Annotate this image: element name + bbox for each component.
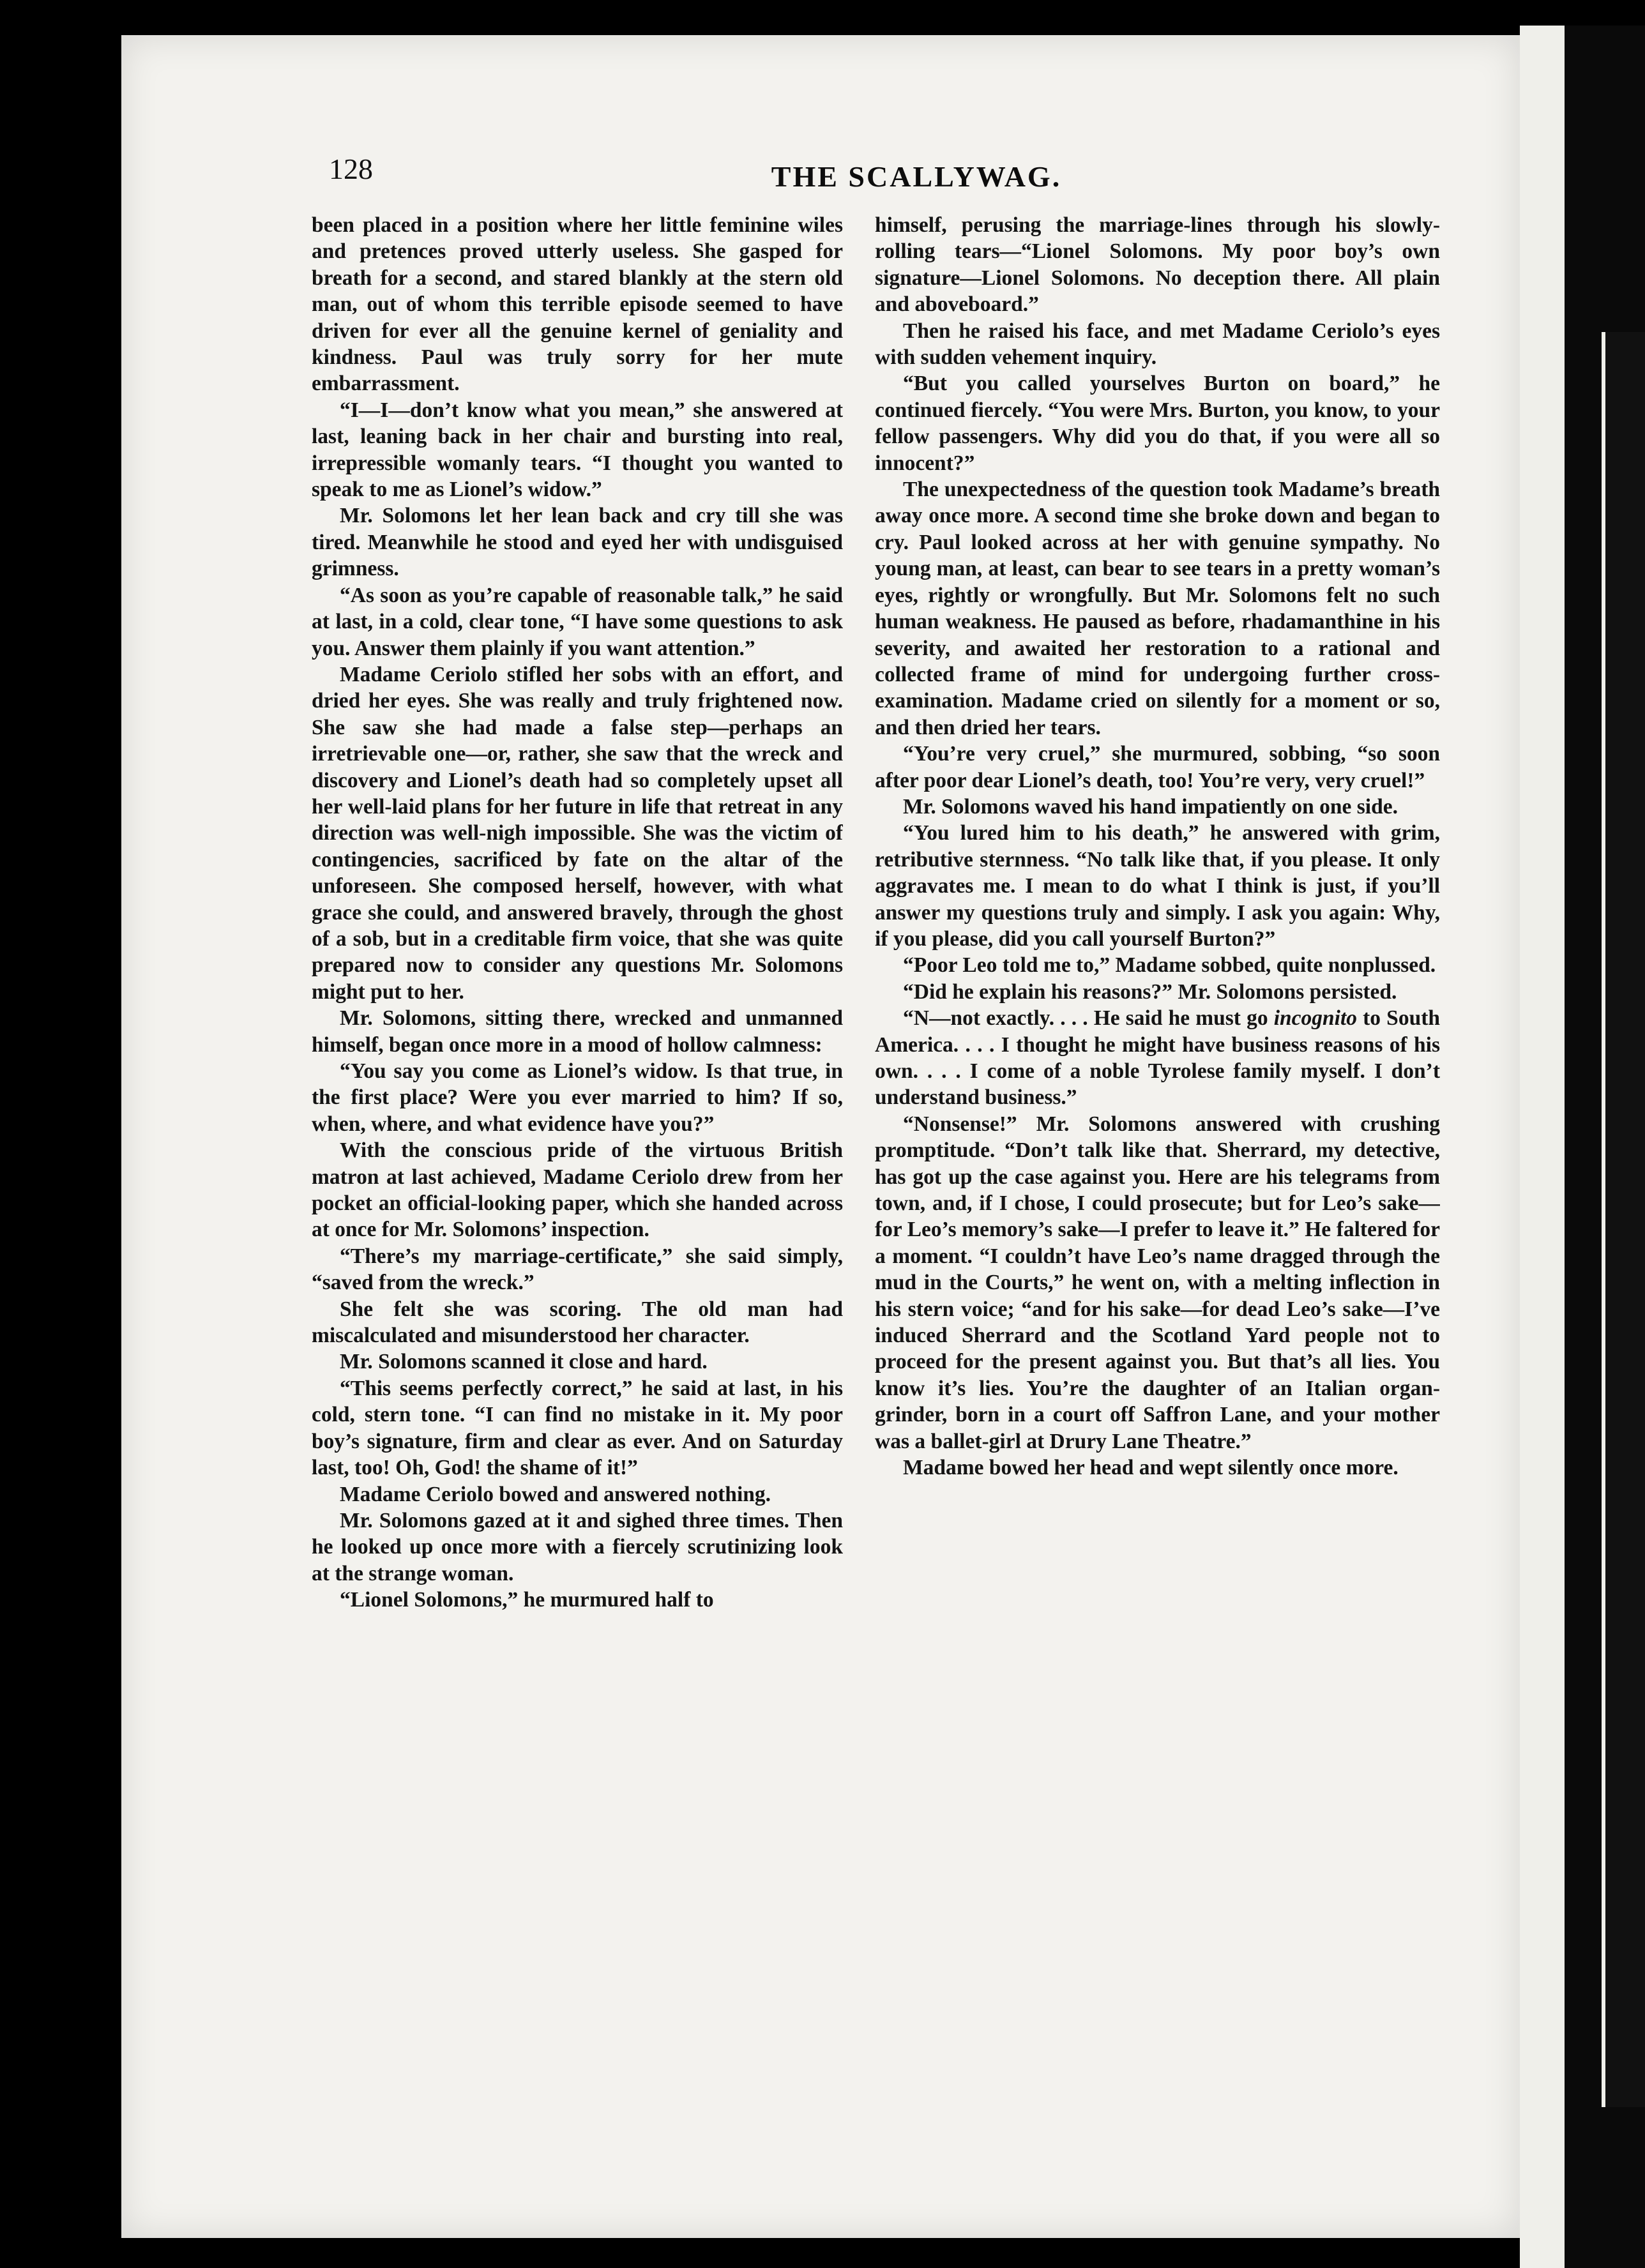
paragraph: The unexpectedness of the question took Madame’s breath away once more. A second time she broke down and began to cry. Paul looked across at her with genuine sympathy. No young man, at least, can bear to see tears in a pretty woman’s eyes, rightly or wrongfully. But Mr. Solomons felt no such human weakness. He paused as before, rhadamanthine in his severity, and awaited her restoration to a rational and collected frame of mind for undergoing further cross-examination. Madame cried on silently for a moment or so, and then dried her tears. <box>875 478 1440 739</box>
paragraph: Mr. Solomons let her lean back and cry till she was tired. Meanwhile he stood and eyed her with undisguised grimness. <box>312 504 843 581</box>
paragraph: “You say you come as Lionel’s widow. Is that true, in the first place? Were you ever married to him? If so, when, where, and what evidence have you?” <box>312 1059 843 1136</box>
paragraph: “You lured him to his death,” he answered with grim, retributive sternness. “No talk like that, if you please. It only aggravates me. I mean to do what I think is just, if you’ll answer my questions truly and simply. I ask you again: Why, if you please, did you call yourself Burton?” <box>875 821 1440 951</box>
paragraph: Madame bowed her head and wept silently once more. <box>903 1456 1399 1480</box>
paragraph: “But you called yourselves Burton on board,” he continued fiercely. “You were Mrs. Burton, you know, to your fellow passengers. Why did you do that, if you were all so innocent?” <box>875 372 1440 475</box>
adjacent-page-edge <box>1602 332 1645 2107</box>
page-header <box>329 152 1443 197</box>
paragraph: She felt she was scoring. The old man had miscalculated and misunderstood her character. <box>312 1297 843 1348</box>
paragraph: Mr. Solomons, sitting there, wrecked and unmanned himself, began once more in a mood of hollow calmness: <box>312 1006 843 1057</box>
text-run: to South America. . . . I thought he might have business reasons of his own. . . . I come of a noble Tyrolese family myself. I don’t understand business.” <box>875 1006 1440 1110</box>
italic-word: incognito <box>1273 1006 1358 1031</box>
paragraph <box>875 1005 1440 1111</box>
text-run: “N—not exactly. . . . He said he must go <box>903 1006 1268 1031</box>
paragraph: Mr. Solomons waved his hand impatiently on one side. <box>903 794 1398 819</box>
paragraph: Mr. Solomons scanned it close and hard. <box>340 1350 708 1374</box>
paragraph: With the conscious pride of the virtuous British matron at last achieved, Madame Ceriolo drew from her pocket an official-looking paper, which she handed across at once for Mr. Solomons’ inspection. <box>312 1138 843 1242</box>
paragraph: Madame Ceriolo bowed and answered nothing. <box>340 1482 771 1506</box>
paragraph: “As soon as you’re capable of reasonable talk,” he said at last, in a cold, clear tone, “I have some questions to ask you. Answer them plainly if you want attention.” <box>312 583 843 660</box>
paragraph: “Lionel Solomons,” he murmured half to <box>340 1588 714 1612</box>
paragraph: “This seems perfectly correct,” he said at last, in his cold, stern tone. “I can find no mistake in it. My poor boy’s signature, firm and clear as ever. And on Saturday last, too! Oh, God! the shame of it!” <box>312 1376 843 1480</box>
paragraph: “I—I—don’t know what you mean,” she answered at last, leaning back in her chair and bursting into real, irrepressible womanly tears. “I thought you wanted to speak to me as Lionel’s widow.” <box>312 398 843 502</box>
paragraph: Then he raised his face, and met Madame Ceriolo’s eyes with sudden vehement inquiry. <box>875 319 1440 370</box>
paragraph: Mr. Solomons gazed at it and sighed three times. Then he looked up once more with a fiercely scrutinizing look at the strange woman. <box>312 1508 843 1585</box>
paragraph: Madame Ceriolo stifled her sobs with an effort, and dried her eyes. She was really and truly frightened now. She saw she had made a false step—perhaps an irretrievable one—or, rather, she saw that the wreck and discovery and Lionel’s death had so completely upset all her well-laid plans for her future in life that retreat in any direction was well-nigh impossible. She was the victim of contingencies, sacrificed by fate on the altar of the unforeseen. She composed herself, however, with what grace she could, and answered bravely, through the ghost of a sob, but in a creditable firm voice, that she was quite prepared now to consider any questions Mr. Solomons might put to her. <box>312 662 843 1004</box>
page-number: 128 <box>329 153 373 185</box>
left-column <box>312 212 843 2038</box>
paragraph: “You’re very cruel,” she murmured, sobbing, “so soon after poor dear Lionel’s death, too! You’re very, very cruel!” <box>875 742 1440 792</box>
paragraph: “There’s my marriage-certificate,” she said simply, “saved from the wreck.” <box>312 1244 843 1295</box>
running-title: THE SCALLYWAG. <box>771 160 1062 193</box>
paragraph: “Nonsense!” Mr. Solomons answered with crushing promptitude. “Don’t talk like that. Sherrard, my detective, has got up the case against you. Here are his telegrams from town, and, if I chose, I could prosecute; but for Leo’s sake—for Leo’s memory’s sake—I prefer to leave it.” He faltered for a moment. “I couldn’t have Leo’s name dragged through the mud in the Courts,” he went on, with a melting inflection in his stern voice; “and for his sake—for dead Leo’s sake—I’ve induced Sherrard and the Scotland Yard people not to proceed for the present against you. But that’s all lies. You know it’s lies. You’re the daughter of an Italian organ-grinder, born in a court off Saffron Lane, and your mother was a ballet-girl at Drury Lane Theatre.” <box>875 1112 1440 1453</box>
right-column <box>875 212 1440 2038</box>
paragraph: “Did he explain his reasons?” Mr. Solomons persisted. <box>903 979 1397 1004</box>
paragraph: been placed in a position where her little feminine wiles and pretences proved utterly useless. She gasped for breath for a second, and stared blankly at the stern old man, out of whom this terrible episode seemed to have driven for ever all the genuine kernel of geniality and kindness. Paul was truly sorry for her mute embarrassment. <box>312 213 843 396</box>
paragraph: himself, perusing the marriage-lines through his slowly-rolling tears—“Lionel Solomons. My poor boy’s own signature—Lionel Solomons. No deception there. All plain and aboveboard.” <box>875 213 1440 317</box>
page-gutter <box>1520 26 1565 2268</box>
paragraph: “Poor Leo told me to,” Madame sobbed, quite nonplussed. <box>903 953 1436 978</box>
